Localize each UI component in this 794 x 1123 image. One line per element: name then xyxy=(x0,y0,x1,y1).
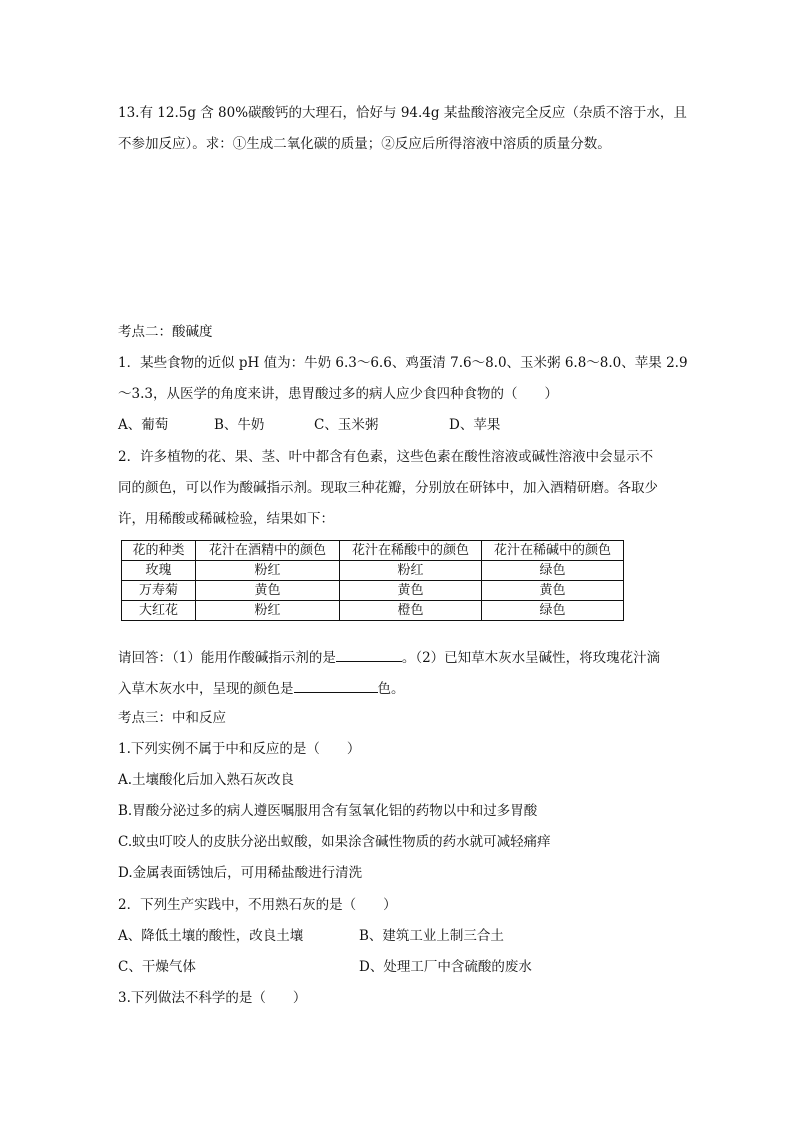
table-cell: 粉红 xyxy=(340,561,482,581)
s3-q3-stem: 3.下列做法不科学的是（ ） xyxy=(118,990,307,1006)
s3-q2-option-d: D、处理工厂中含硫酸的废水 xyxy=(359,959,532,975)
s3-q2-option-c: C、干燥气体 xyxy=(118,959,196,975)
table-cell: 玫瑰 xyxy=(122,561,196,581)
flower-color-table xyxy=(121,540,624,621)
table-row xyxy=(122,581,624,601)
table-cell: 黄色 xyxy=(482,581,624,601)
s2-q2-line-2: 同的颜色，可以作为酸碱指示剂。现取三种花瓣，分别放在研钵中，加入酒精研磨。各取少 xyxy=(118,480,658,496)
s2-q2-line-3: 许，用稀酸或稀碱检验，结果如下： xyxy=(118,511,334,527)
s2-q1-option-b: B、牛奶 xyxy=(214,417,265,433)
answer-text: 色。 xyxy=(377,681,405,697)
table-cell: 绿色 xyxy=(482,601,624,621)
s2-q2-answer-line-2 xyxy=(118,678,405,698)
table-cell: 黄色 xyxy=(196,581,340,601)
table-row xyxy=(122,601,624,621)
table-cell: 粉红 xyxy=(196,561,340,581)
s2-q2-answer-line-1 xyxy=(118,647,660,667)
table-header: 花汁在稀酸中的颜色 xyxy=(340,541,482,561)
table-header-row xyxy=(122,541,624,561)
table-row xyxy=(122,561,624,581)
table-cell: 橙色 xyxy=(340,601,482,621)
table-cell: 大红花 xyxy=(122,601,196,621)
table-header: 花汁在酒精中的颜色 xyxy=(196,541,340,561)
table-header: 花的种类 xyxy=(122,541,196,561)
table-cell: 黄色 xyxy=(340,581,482,601)
section3-title: 考点三：中和反应 xyxy=(118,710,226,726)
s3-q1-option-d: D.金属表面锈蚀后，可用稀盐酸进行清洗 xyxy=(118,865,363,881)
table-cell: 绿色 xyxy=(482,561,624,581)
s3-q2-option-a: A、降低土壤的酸性，改良土壤 xyxy=(118,928,304,944)
q13-line-2: 不参加反应）。求：①生成二氧化碳的质量；②反应后所得溶液中溶质的质量分数。 xyxy=(118,136,611,152)
s3-q2-option-b: B、建筑工业上制三合土 xyxy=(359,928,504,944)
section2-title: 考点二：酸碱度 xyxy=(118,324,213,340)
s3-q2-stem: 2．下列生产实践中，不用熟石灰的是（ ） xyxy=(118,897,397,913)
table-cell: 粉红 xyxy=(196,601,340,621)
s2-q1-option-d: D、苹果 xyxy=(449,417,501,433)
answer-text: 请回答：（1）能用作酸碱指示剂的是 xyxy=(118,650,336,666)
answer-text: 。（2）已知草木灰水呈碱性，将玫瑰花汁滴 xyxy=(401,650,661,666)
answer-blank-1[interactable] xyxy=(336,647,402,662)
s2-q1-option-a: A、葡萄 xyxy=(118,417,169,433)
table-header: 花汁在稀碱中的颜色 xyxy=(482,541,624,561)
s3-q1-option-a: A.土壤酸化后加入熟石灰改良 xyxy=(118,772,295,788)
s2-q1-line-2: ～3.3，从医学的角度来讲，患胃酸过多的病人应少食四种食物的（ ） xyxy=(118,386,558,402)
s3-q1-stem: 1.下列实例不属于中和反应的是（ ） xyxy=(118,741,361,757)
table-cell: 万寿菊 xyxy=(122,581,196,601)
s3-q1-option-b: B.胃酸分泌过多的病人遵医嘱服用含有氢氧化铝的药物以中和过多胃酸 xyxy=(118,803,538,819)
s2-q1-option-c: C、玉米粥 xyxy=(314,417,379,433)
q13-line-1: 13.有 12.5g 含 80%碳酸钙的大理石，恰好与 94.4g 某盐酸溶液完全反应（杂质不溶于水，且 xyxy=(118,105,687,121)
answer-blank-2[interactable] xyxy=(294,678,378,693)
answer-text: 入草木灰水中，呈现的颜色是 xyxy=(118,681,294,697)
s3-q1-option-c: C.蚊虫叮咬人的皮肤分泌出蚁酸，如果涂含碱性物质的药水就可减轻痛痒 xyxy=(118,834,551,850)
s2-q2-line-1: 2．许多植物的花、果、茎、叶中都含有色素，这些色素在酸性溶液或碱性溶液中会显示不 xyxy=(118,449,654,465)
s2-q1-line-1: 1．某些食物的近似 pH 值为：牛奶 6.3～6.6、鸡蛋清 7.6～8.0、玉米粥 6.8～8.0、苹果 2.9 xyxy=(118,355,688,371)
